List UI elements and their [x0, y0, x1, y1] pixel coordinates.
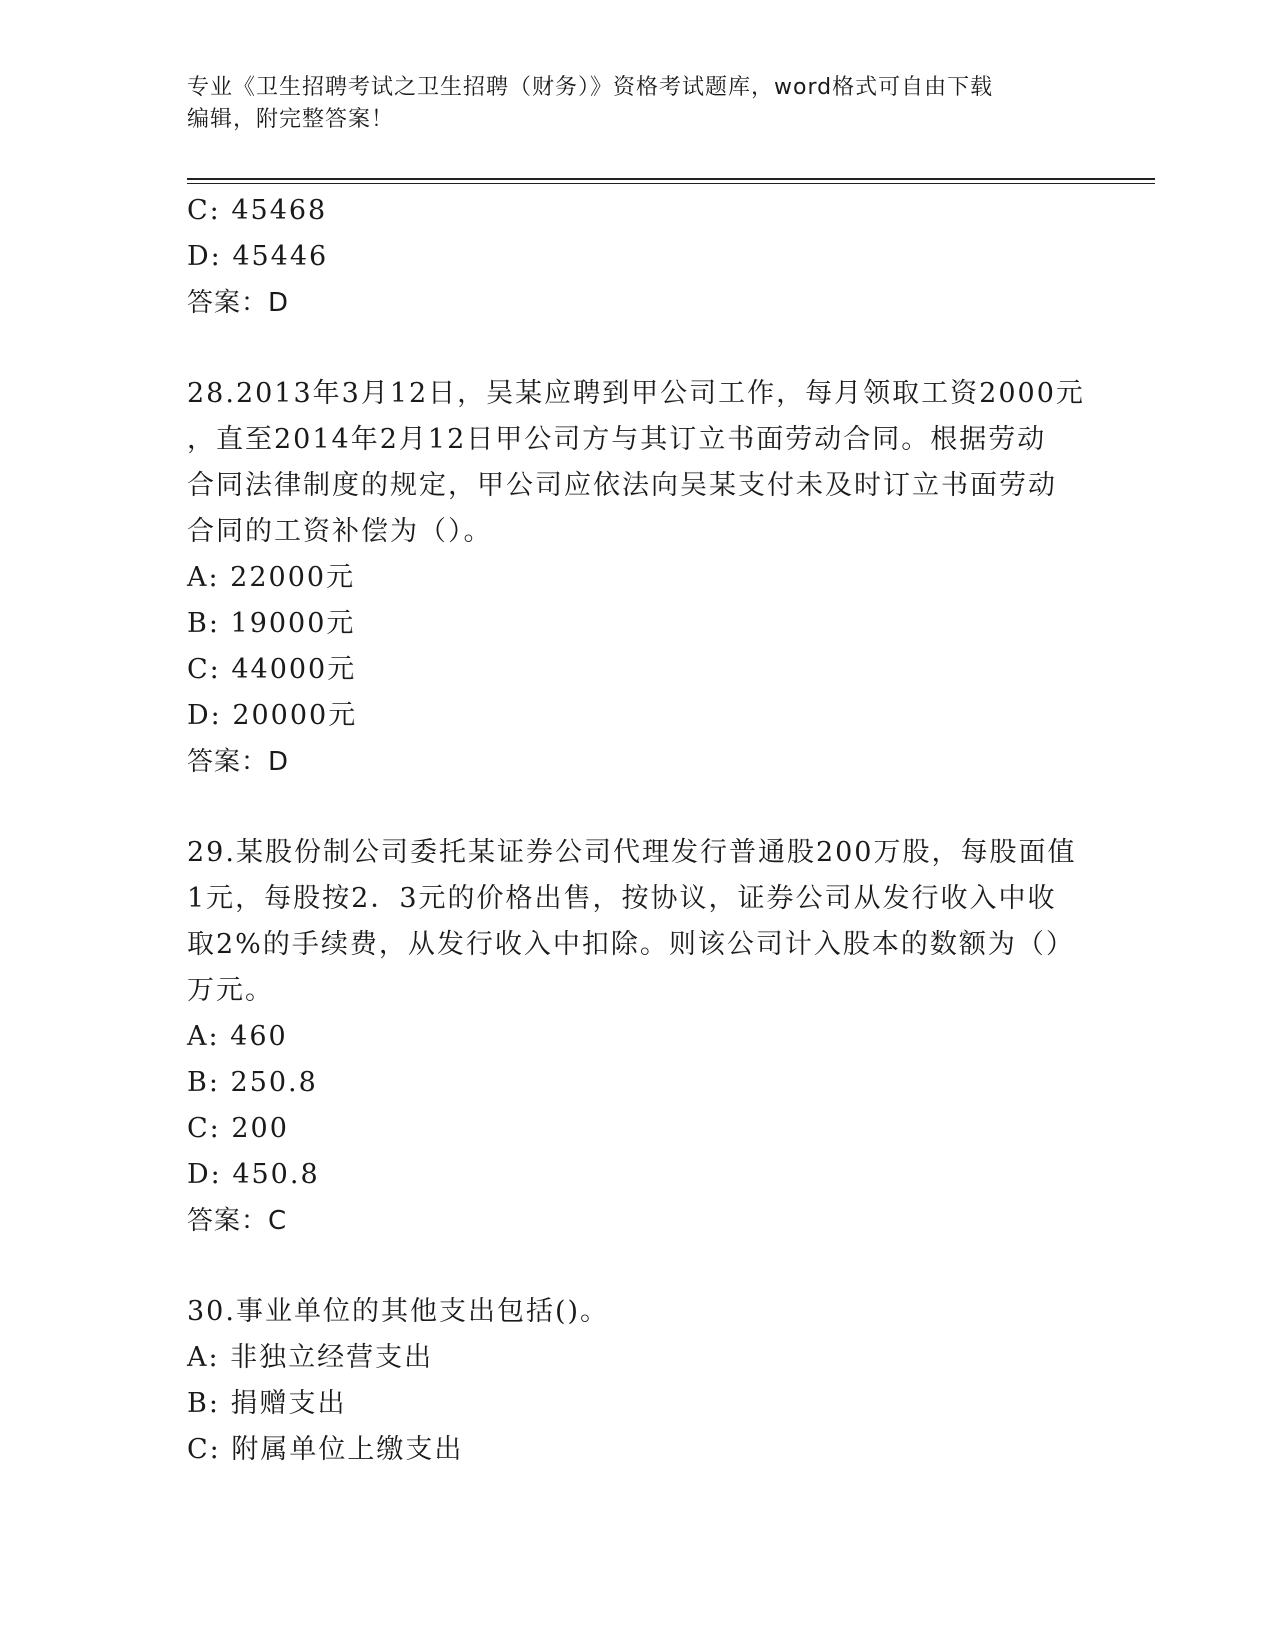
- q29-stem-line: 1元，每股按2．3元的价格出售，按协议，证券公司从发行收入中收: [187, 883, 1057, 914]
- q28-option-b: B: 19000元: [187, 608, 356, 639]
- q29-answer: 答案：C: [187, 1206, 288, 1236]
- header-line-1: 专业《卫生招聘考试之卫生招聘（财务）》资格考试题库，word格式可自由下载: [187, 75, 994, 100]
- q28-stem-line: 合同的工资补偿为（）。: [187, 516, 493, 547]
- question-30: [187, 1289, 1087, 1473]
- q28-stem-line: 合同法律制度的规定，甲公司应依法向吴某支付未及时订立书面劳动: [187, 470, 1057, 501]
- question-content: [187, 188, 1087, 1473]
- spacer: [187, 1244, 1087, 1289]
- q29-option-a: A: 460: [187, 1021, 288, 1052]
- page-header: [187, 72, 1087, 136]
- question-28: [187, 371, 1087, 785]
- q29-stem-line: 取2%的手续费，从发行收入中扣除。则该公司计入股本的数额为（）: [187, 929, 1075, 960]
- q29-stem-line: 万元。: [187, 975, 274, 1006]
- spacer: [187, 785, 1087, 830]
- q30-option-c: C: 附属单位上缴支出: [187, 1434, 464, 1465]
- q29-stem-line: 29.某股份制公司委托某证券公司代理发行普通股200万股，每股面值: [187, 837, 1077, 868]
- q28-answer: 答案：D: [187, 747, 290, 777]
- header-line-2: 编辑，附完整答案！: [187, 107, 395, 132]
- q30-option-a: A: 非独立经营支出: [187, 1342, 434, 1373]
- spacer: [187, 326, 1087, 371]
- header-rule-thick: [187, 178, 1155, 180]
- q29-option-c: C: 200: [187, 1113, 289, 1144]
- header-rule-thin: [187, 183, 1155, 184]
- q27-option-c: C: 45468: [187, 195, 328, 226]
- q30-stem-line: 30.事业单位的其他支出包括()。: [187, 1296, 610, 1327]
- q28-option-a: A: 22000元: [187, 562, 356, 593]
- q27-answer: 答案：D: [187, 288, 290, 318]
- q28-option-c: C: 44000元: [187, 654, 357, 685]
- q29-option-d: D: 450.8: [187, 1159, 320, 1190]
- question-29: [187, 830, 1087, 1244]
- q28-stem-line: ，直至2014年2月12日甲公司方与其订立书面劳动合同。根据劳动: [187, 424, 1047, 455]
- q28-stem-line: 28.2013年3月12日，吴某应聘到甲公司工作，每月领取工资2000元: [187, 378, 1085, 409]
- question-27: [187, 188, 1087, 326]
- q27-option-d: D: 45446: [187, 241, 329, 272]
- q28-option-d: D: 20000元: [187, 700, 358, 731]
- q30-option-b: B: 捐赠支出: [187, 1388, 347, 1419]
- q29-option-b: B: 250.8: [187, 1067, 318, 1098]
